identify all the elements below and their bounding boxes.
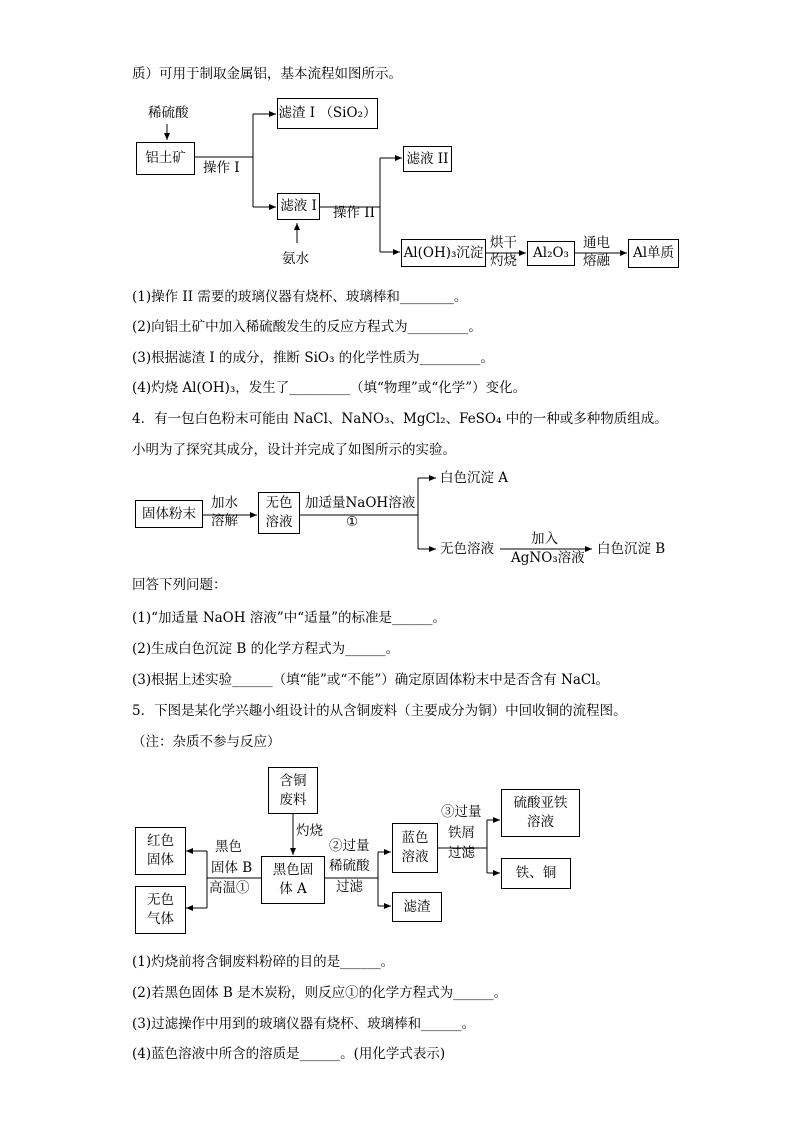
ferrous-sulfate-label-2: 溶液 (527, 814, 554, 830)
ignite-label: 灼烧 (490, 253, 517, 269)
bauxite-label: 铝土矿 (145, 150, 186, 166)
red-solid-label-1: 红色 (147, 833, 174, 849)
q5-question-2: (2)若黑色固体 B 是木炭粉，则反应①的化学方程式为______。 (132, 985, 508, 1001)
filtrate-2-label: 滤液 II (406, 150, 449, 167)
residue-box (392, 892, 442, 922)
aluminium-hydroxide-box (401, 239, 486, 267)
red-solid-box (135, 827, 186, 875)
ignite-label-2: 灼烧 (296, 823, 323, 839)
blue-solution-box (392, 823, 438, 873)
q3-question-4: (4)灼烧 Al(OH)₃，发生了_________（填“物理”或“化学”）变化。 (132, 380, 527, 396)
alumina-label: Al₂O₃ (533, 245, 569, 261)
colorless-solution-label-2: 溶液 (265, 514, 293, 530)
q5-stem-line-1: 5．下图是某化学兴趣小组设计的从含铜废料（主要成分为铜）中回收铜的流程图。 (132, 703, 627, 719)
white-precipitate-a-label: 白色沉淀 A (440, 470, 509, 486)
dry-label: 烘干 (490, 235, 517, 251)
q3-question-2: (2)向铝土矿中加入稀硫酸发生的反应方程式为_________。 (132, 319, 482, 335)
sulfuric-acid-label: 稀硫酸 (329, 858, 370, 874)
iron-copper-box (501, 858, 571, 889)
molten-label: 熔融 (583, 253, 610, 269)
q4-question-2: (2)生成白色沉淀 B 的化学方程式为______。 (132, 641, 400, 657)
q3-question-1: (1)操作 II 需要的玻璃仪器有烧杯、玻璃棒和________。 (132, 289, 468, 305)
filter-label-2: 过滤 (448, 845, 475, 861)
step-1-marker: ① (346, 514, 359, 530)
q4-stem-line-2: 小明为了探究其成分，设计并完成了如图所示的实验。 (132, 442, 456, 458)
colorless-gas-label-2: 气体 (147, 911, 174, 927)
colorless-gas-label-1: 无色 (147, 892, 174, 908)
blue-solution-label-1: 蓝色 (401, 830, 429, 846)
add-label: 加入 (531, 531, 558, 547)
black-solid-b-label-1: 黑色 (215, 839, 242, 855)
q5-question-1: (1)灼烧前将含铜废料粉碎的目的是______。 (132, 954, 395, 970)
blue-solution-label-2: 溶液 (401, 849, 429, 865)
intro-text: 质）可用于制取金属铝，基本流程如图所示。 (132, 66, 402, 82)
copper-waste-label-2: 废料 (279, 791, 307, 808)
filtrate-1-box (277, 193, 320, 220)
solid-powder-box (135, 500, 203, 528)
reagent-ammonia-label: 氨水 (282, 251, 309, 267)
alumina-box (527, 241, 575, 266)
q4-question-1: (1)“加适量 NaOH 溶液”中“适量”的标准是______。 (132, 610, 447, 626)
operation-1-label: 操作 I (203, 160, 240, 176)
colorless-solution-label-1: 无色 (265, 495, 293, 511)
residue-1-label: 滤渣 I （SiO₂） (278, 105, 377, 121)
reagent-dilute-sulfuric-acid-label: 稀硫酸 (148, 105, 189, 121)
high-temp-step-1-label: 高温① (209, 880, 250, 896)
aluminium-metal-label: Al单质 (632, 245, 675, 261)
dissolve-label: 溶解 (211, 513, 238, 529)
colorless-filtrate-label: 无色溶液 (440, 541, 494, 557)
step-2-label: ②过量 (329, 838, 370, 854)
q4-question-3: (3)根据上述实验______（填“能”或“不能”）确定原固体粉末中是否含有 NaCl。 (132, 672, 610, 688)
black-solid-b-label-2: 固体 B (211, 860, 253, 876)
naoh-reagent-label: 加适量NaOH溶液 (305, 495, 416, 511)
q3-question-3: (3)根据滤渣 I 的成分，推断 SiO₃ 的化学性质为_________。 (132, 350, 494, 366)
q4-stem-line-1: 4．有一包白色粉末可能由 NaCl、NaNO₃、MgCl₂、FeSO₄ 中的一种或多种物质组成。 (132, 411, 668, 427)
ferrous-sulfate-box (501, 789, 580, 837)
residue-label: 滤渣 (403, 898, 431, 915)
black-solid-a-label-1: 黑色固 (272, 862, 314, 878)
residue-1-box (277, 98, 378, 129)
silver-nitrate-label: AgNO₃溶液 (511, 550, 585, 566)
step-3-label: ③过量 (441, 804, 482, 820)
add-water-label: 加水 (211, 495, 238, 511)
aluminium-hydroxide-label: Al(OH)₃沉淀 (403, 244, 484, 261)
copper-waste-box (268, 767, 318, 814)
filtrate-2-box (403, 146, 452, 172)
q5-stem-line-2: （注：杂质不参与反应） (132, 734, 281, 750)
white-precipitate-b-label: 白色沉淀 B (597, 541, 666, 557)
solid-powder-label: 固体粉末 (142, 505, 196, 522)
ferrous-sulfate-label-1: 硫酸亚铁 (513, 795, 568, 811)
red-solid-label-2: 固体 (147, 852, 174, 868)
q4-prompt: 回答下列问题： (132, 577, 227, 593)
operation-2-label: 操作 II (333, 205, 375, 221)
aluminium-metal-box (628, 239, 679, 268)
iron-filings-label: 铁屑 (448, 825, 475, 841)
q5-question-4: (4)蓝色溶液中所含的溶质是______。(用化学式表示) (132, 1046, 446, 1062)
copper-waste-label-1: 含铜 (279, 772, 307, 789)
black-solid-a-box (261, 856, 325, 904)
electrolysis-label: 通电 (583, 235, 610, 251)
filtrate-1-label: 滤液 I (280, 198, 317, 214)
iron-copper-label: 铁、铜 (515, 865, 557, 881)
colorless-solution-box (258, 492, 300, 534)
black-solid-a-label-2: 体 A (279, 881, 307, 897)
bauxite-box (136, 142, 195, 175)
q5-question-3: (3)过滤操作中用到的玻璃仪器有烧杯、玻璃棒和______。 (132, 1016, 476, 1032)
filter-label-1: 过滤 (336, 879, 363, 895)
colorless-gas-box (135, 886, 186, 934)
